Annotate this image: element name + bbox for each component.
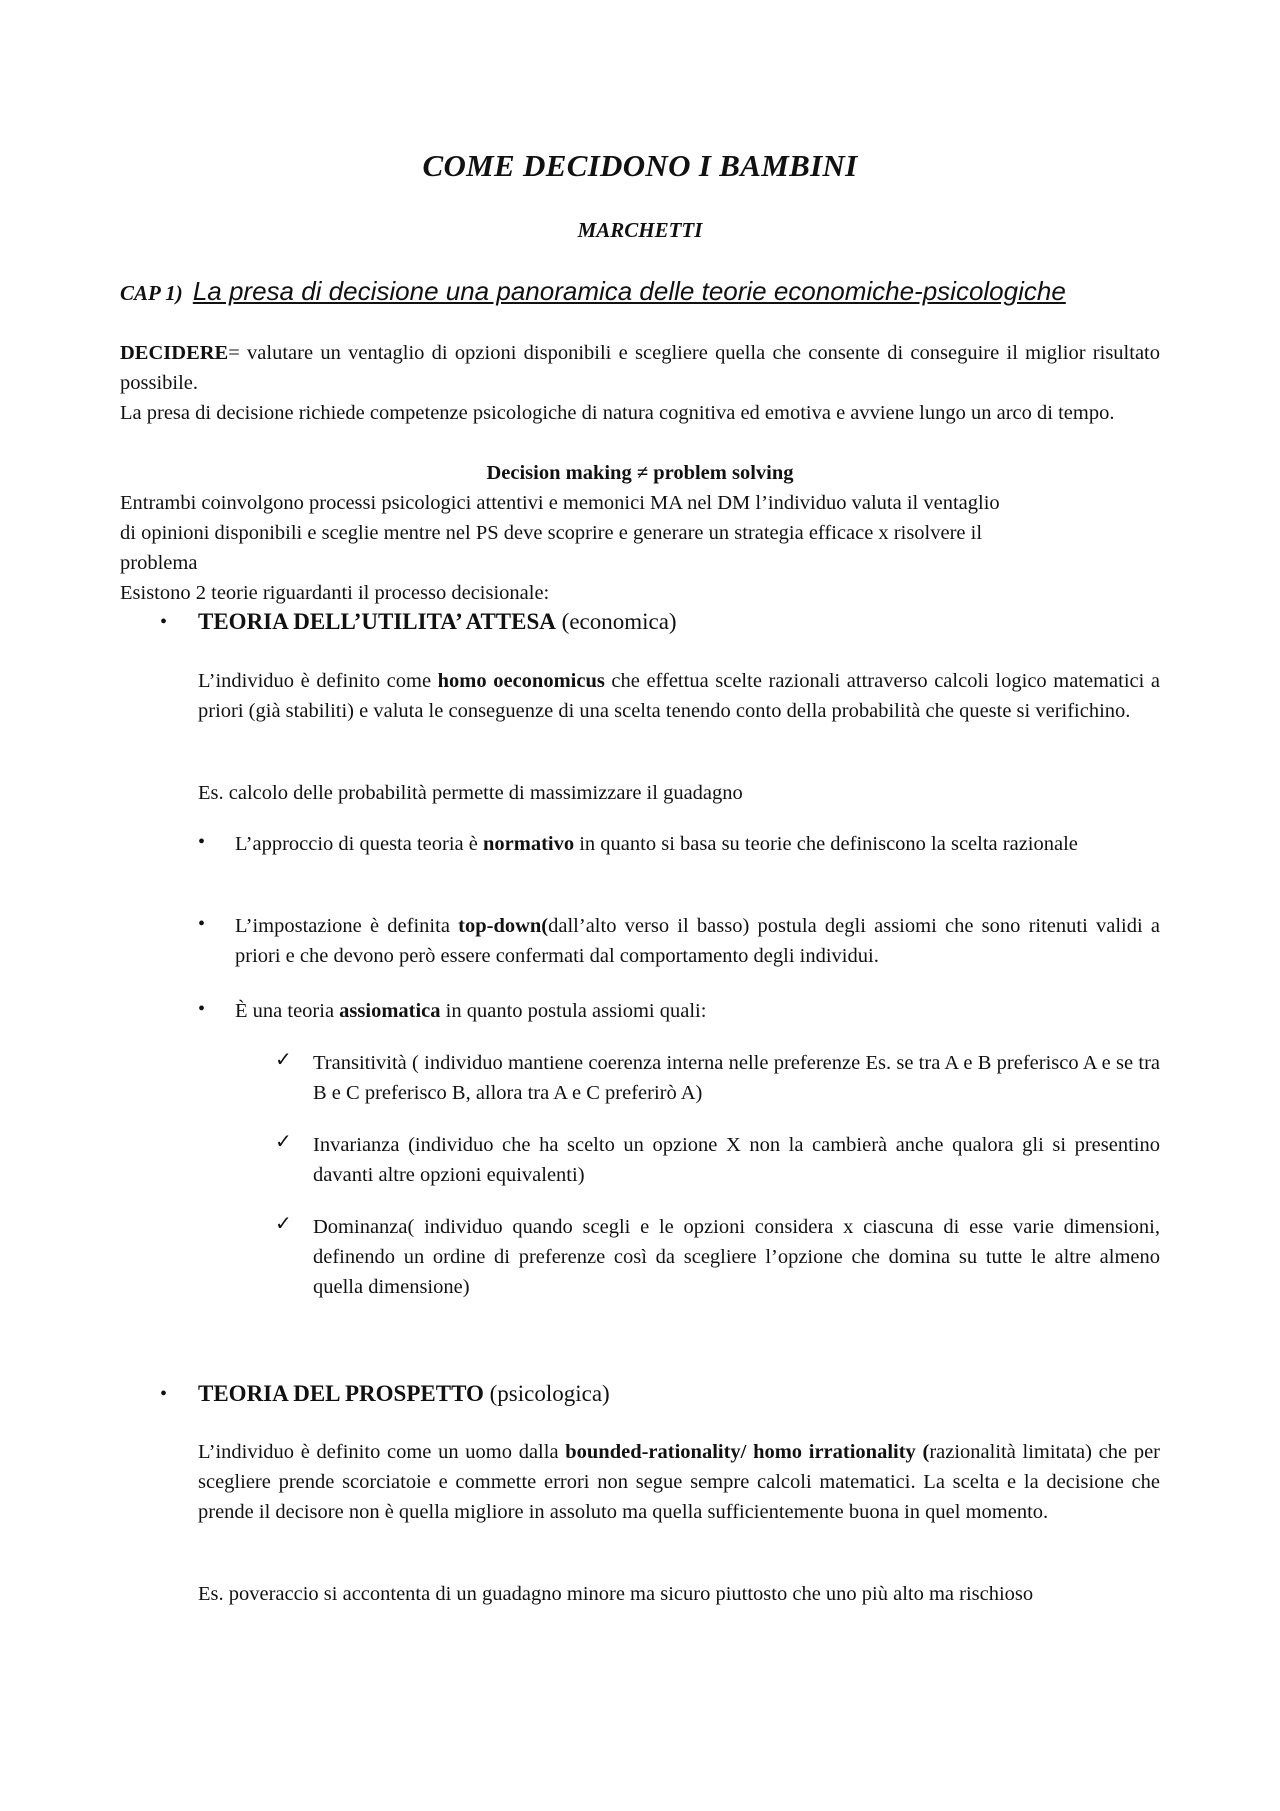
theory2-name: TEORIA DEL PROSPETTO <box>198 1381 484 1406</box>
point2-post: dall’alto verso il basso) postula degli assiomi che sono ritenuti validi a priori e che devono però essere confermati dal comportamento degli individui. <box>235 915 1161 967</box>
theory1-desc-pre: L’individuo è definito come <box>198 670 438 692</box>
document-author: MARCHETTI <box>577 218 703 242</box>
dm-ps-line-3: problema <box>120 552 198 574</box>
theory2-description <box>198 1437 1160 1527</box>
point3-bold: assiomatica <box>339 1000 441 1022</box>
theory2-bullet: • <box>160 1383 168 1405</box>
theory1-desc-bold: homo oeconomicus <box>437 670 605 692</box>
point1-pre: L’approccio di questa teoria è <box>235 833 483 855</box>
axiom-transitivity: Transitività ( individuo mantiene coerenza interna nelle preferenze Es. se tra A e B preferisco A e se tra B e C preferisco B, allora tra A e C preferirò A) <box>313 1052 1160 1104</box>
point3-post: in quanto postula assiomi quali: <box>440 1000 707 1022</box>
theory2-heading <box>198 1381 610 1407</box>
theory1-type: (economica) <box>561 609 677 634</box>
theory1-bullet: • <box>160 611 168 633</box>
dm-ps-line-1: Entrambi coinvolgono processi psicologici attentivi e memonici MA nel DM l’individuo valuta il ventaglio <box>120 492 1000 514</box>
decidere-paragraph <box>120 338 1160 398</box>
theory1-heading <box>198 609 677 635</box>
theory2-desc-pre: L’individuo è definito come un uomo dalla <box>198 1441 566 1463</box>
theory2-desc-post: razionalità limitata) che per scegliere prende scorciatoie e commette errori non segue sempre calcoli matematici. La scelta e la decisione che prende il decisore non è quella migliore in assoluto ma quella sufficientemente buona in quel momento. <box>198 1441 1160 1523</box>
decidere-text: = valutare un ventaglio di opzioni disponibili e scegliere quella che consente di conseguire il miglior risultato possibile. <box>120 342 1160 394</box>
check-icon: ✓ <box>275 1129 292 1153</box>
point3-text <box>235 996 1160 1026</box>
check-icon: ✓ <box>275 1211 292 1235</box>
point2-text <box>235 911 1160 971</box>
theories-intro: Esistono 2 teorie riguardanti il processo decisionale: <box>120 582 550 604</box>
chapter-heading <box>120 276 1160 307</box>
axiom-invariance: Invarianza (individuo che ha scelto un opzione X non la cambierà anche qualora gli si presentino davanti altre opzioni equivalenti) <box>313 1134 1160 1186</box>
axiom-dominance: Dominanza( individuo quando scegli e le opzioni considera x ciascuna di esse varie dimensioni, definendo un ordine di preferenze così da scegliere l’opzione che domina su tutte le altre almeno quella dimensione) <box>313 1216 1160 1298</box>
theory2-desc-bold: bounded-rationality/ homo irrationality ( <box>565 1441 930 1463</box>
theory2-type: (psicologica) <box>489 1381 610 1406</box>
dm-ps-line-2: di opinioni disponibili e sceglie mentre nel PS deve scoprire e generare un strategia efficace x risolvere il <box>120 522 983 544</box>
presa-paragraph: La presa di decisione richiede competenze psicologiche di natura cognitiva ed emotiva e avviene lungo un arco di tempo. <box>120 402 1115 424</box>
theory2-example: Es. poveraccio si accontenta di un guadagno minore ma sicuro piuttosto che uno più alto ma rischioso <box>198 1583 1034 1605</box>
point2-bullet: • <box>198 913 206 935</box>
theory1-name: TEORIA DELL’UTILITA’ ATTESA <box>198 609 556 634</box>
decidere-term: DECIDERE <box>120 342 229 364</box>
point1-text <box>235 829 1160 859</box>
point1-post: in quanto si basa su teorie che definiscono la scelta razionale <box>574 833 1078 855</box>
point1-bullet: • <box>198 831 206 853</box>
point2-bold: top-down( <box>458 915 549 937</box>
chapter-title: La presa di decisione una panoramica delle teorie economiche-psicologiche <box>192 276 1066 306</box>
theory1-description <box>198 666 1160 726</box>
theory1-example: Es. calcolo delle probabilità permette di massimizzare il guadagno <box>198 782 743 804</box>
check-icon: ✓ <box>275 1047 292 1071</box>
document-title: COME DECIDONO I BAMBINI <box>422 148 858 183</box>
point3-pre: È una teoria <box>235 1000 340 1022</box>
point3-bullet: • <box>198 998 206 1020</box>
theory1-desc-post: che effettua scelte razionali attraverso calcoli logico matematici a priori (già stabiliti) e valuta le conseguenze di una scelta tenendo conto della probabilità che queste si verifichino. <box>198 670 1161 722</box>
point2-pre: L’impostazione è definita <box>235 915 459 937</box>
point1-bold: normativo <box>483 833 575 855</box>
chapter-number: CAP 1) <box>120 281 183 305</box>
dm-vs-ps-heading: Decision making ≠ problem solving <box>486 462 794 484</box>
